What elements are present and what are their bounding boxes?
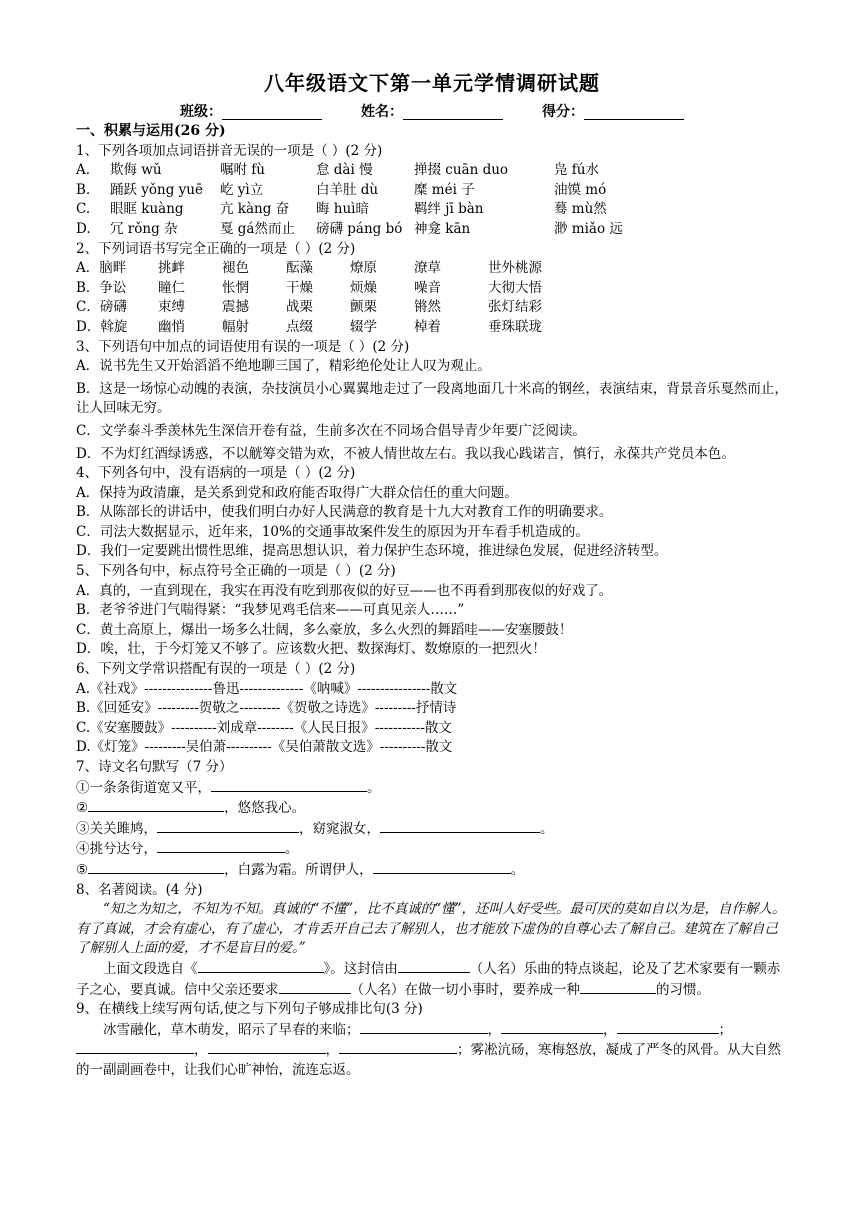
option-cell: 幽悄 (158, 318, 185, 335)
option-text: C．黄土高原上，爆出一场多么壮阔，多么豪放，多么火烈的舞蹈哇——安塞腰鼓！ (76, 621, 573, 638)
answer-blank[interactable] (88, 860, 224, 874)
option-cell: 燎原 (350, 260, 377, 277)
class-label: 班级： (180, 104, 222, 120)
option-cell: 噪音 (414, 279, 441, 296)
answer-blank[interactable] (398, 959, 470, 973)
option-text: D．唉，壮，于今灯笼又不够了。应该数火把、数探海灯、数燎原的一把烈火！ (76, 641, 546, 658)
option-cell: 垂珠联珑 (488, 318, 542, 335)
answer-blank[interactable] (88, 798, 224, 812)
option-cell: 磅礴 páng bó (316, 220, 403, 237)
option-label: A. (76, 162, 91, 179)
option-cell: 酝藻 (286, 260, 313, 277)
option-text: D.《灯笼》---------吴伯萧----------《吴伯萧散文选》----------散文 (76, 739, 453, 756)
option-label: B. (76, 181, 91, 198)
option-row (76, 200, 788, 220)
option-text: A．说书先生又开始滔滔不绝地聊三国了，精彩绝伦处让人叹为观止。 (76, 358, 491, 375)
option-label: D. (76, 220, 91, 237)
option-row (76, 318, 788, 338)
option-cell: 幅射 (222, 318, 249, 335)
option-text: B．从陈部长的讲话中，使我们明白办好人民满意的教育是十九大对教育工作的明确要求。 (76, 504, 613, 521)
option-cell: 烦燥 (350, 279, 377, 296)
reading-question: 上面文段选自《 》。这封信由 （人名）乐曲的特点谈起，论及了艺术家要有一颗赤子之心，要真诚。信中父亲还要求 （人名）在做一切小事时，要养成一种 的习惯。 (76, 960, 781, 998)
option-row (76, 279, 788, 299)
score-field[interactable] (584, 105, 684, 120)
fill-line: ⑤ ，白露为霜。所谓伊人， 。 (76, 861, 525, 878)
answer-blank[interactable] (380, 819, 540, 833)
option-text: A．保持为政清廉，是关系到党和政府能否取得广大群众信任的重大问题。 (76, 484, 518, 501)
option-cell: D．斡旋 (76, 318, 128, 335)
option-text: C.《安塞腰鼓》----------刘成章--------《人民日报》-----------散文 (76, 719, 452, 736)
reading-quote: “知之为知之，不知为不知。真诚的“不懂”，比不真诚的“懂”，还叫人好受些。最可厌的莫如自以为是，自作解人。有了真诚，才会有虚心，有了虚心，才肯丢开自己去了解别人，也才能放下虚伪的自尊心去了解自己。建筑在了解自己了解别人上面的爱，才不是盲目的爱。” (76, 901, 786, 957)
option-cell: C．磅礴 (76, 299, 127, 316)
answer-blank[interactable] (373, 860, 511, 874)
answer-blank[interactable] (211, 778, 367, 792)
option-cell: 怠 dài 慢 (316, 162, 373, 179)
option-text: A.《社戏》---------------鲁迅--------------《呐喊》----------------散文 (76, 680, 458, 697)
option-cell: 棹着 (414, 318, 441, 335)
fill-line: ③关关雎鸠， ，窈窕淑女， 。 (76, 820, 554, 837)
option-text: D．我们一定要跳出惯性思维，提高思想认识，着力保护生态环境，推进绿色发展，促进经济转型。 (76, 543, 668, 560)
option-cell: 潦草 (414, 260, 441, 277)
page-title: 八年级语文下第一单元学情调研试题 (264, 71, 600, 95)
option-cell: A．脑畔 (76, 260, 127, 277)
question-stem: 4、下列各句中，没有语病的一项是（ ）(2 分) (76, 465, 356, 482)
option-cell: 束缚 (158, 299, 185, 316)
option-cell: 张灯结彩 (488, 299, 542, 316)
section-heading: 一、积累与运用(26 分) (76, 123, 226, 139)
option-cell: 油馍 mó (554, 181, 607, 198)
option-cell: 辍学 (350, 318, 377, 335)
answer-blank[interactable] (617, 1020, 719, 1034)
option-row (76, 259, 788, 279)
score-label: 得分： (542, 104, 584, 120)
option-text: C．文学泰斗季羡林先生深信开卷有益，生前多次在不同场合倡导青少年要广泛阅读。 (76, 422, 586, 439)
answer-blank[interactable] (501, 1020, 603, 1034)
exam-page (76, 70, 788, 1081)
option-cell: 渺 miǎo 远 (554, 220, 623, 237)
option-cell: 战栗 (286, 299, 313, 316)
option-cell: 干燥 (286, 279, 313, 296)
option-cell: 震撼 (222, 299, 249, 316)
option-cell: 羁绊 jī bàn (414, 201, 484, 218)
option-text: D．不为灯红酒绿诱惑，不以觥筹交错为欢，不被人情世故左右。我以我心践诺言，慎行，永葆共产党员本色。 (76, 445, 735, 462)
option-cell: 冗 rǒng 杂 (110, 220, 178, 237)
question-stem: 7、诗文名句默写（7 分） (76, 759, 233, 775)
question-stem: 8、名著阅读。(4 分) (76, 881, 203, 898)
answer-blank[interactable] (157, 839, 285, 853)
option-cell: 点缀 (286, 318, 313, 335)
fill-line: ② ，悠悠我心。 (76, 800, 306, 817)
fill-line: ④挑兮达兮， 。 (76, 841, 299, 858)
answer-blank[interactable] (339, 1040, 457, 1054)
option-cell: 神龛 kān (414, 220, 471, 237)
name-field[interactable] (403, 105, 503, 120)
option-cell: 戛 gá然而止 (220, 220, 295, 237)
option-cell: 踊跃 yǒng yuē (110, 181, 203, 198)
option-cell: 凫 fú水 (554, 162, 599, 179)
name-label: 姓名： (361, 104, 403, 120)
option-cell: 亢 kàng 奋 (220, 201, 290, 218)
answer-blank[interactable] (76, 1040, 194, 1054)
fill-line: ①一条条街道宽又平， 。 (76, 779, 381, 796)
answer-blank[interactable] (208, 1040, 326, 1054)
option-cell: 白羊肚 dù (316, 181, 379, 198)
option-row (76, 181, 788, 201)
option-label: C. (76, 201, 91, 218)
option-cell: 屹 yì立 (220, 181, 264, 198)
answer-blank[interactable] (157, 819, 299, 833)
option-cell: 欺侮 wǔ (110, 162, 162, 179)
answer-blank[interactable] (279, 980, 351, 994)
question-stem: 2、下列词语书写完全正确的一项是（ ）(2 分) (76, 240, 356, 257)
option-cell: 蓦 mù然 (554, 201, 607, 218)
option-cell: 糜 méi 子 (414, 181, 475, 198)
option-cell: 颤栗 (350, 299, 377, 316)
option-cell: 瞳仁 (158, 279, 185, 296)
option-cell: 锵然 (414, 299, 441, 316)
option-text: B.《回延安》---------贺敬之---------《贺敬之诗选》---------抒情诗 (76, 700, 457, 717)
option-row (76, 161, 788, 181)
question-stem: 6、下列文学常识搭配有误的一项是（ ）(2 分) (76, 661, 356, 678)
option-text: A．真的，一直到现在，我实在再没有吃到那夜似的好豆——也不再看到那夜似的好戏了。 (76, 582, 613, 599)
option-cell: 眼眶 kuàng (110, 201, 184, 218)
class-field[interactable] (222, 105, 322, 120)
option-row (76, 298, 788, 318)
option-cell: 褪色 (222, 260, 249, 277)
option-cell: 世外桃源 (488, 260, 542, 277)
option-text: C．司法大数据显示，近年来，10%的交通事故案件发生的原因为开车看手机造成的。 (76, 523, 589, 540)
option-cell: 怅惘 (222, 279, 249, 296)
fill-paragraph: 冰雪融化，草木萌发，昭示了早春的来临； ， ， ；， ， ；雾凇沆砀，寒梅怒放，凝成了严冬的风骨。从大自然的一副副画卷中，让我们心旷神怡，流连忘返。 (76, 1021, 781, 1078)
option-text: B．老爷爷进门气喘得紧：“我梦见鸡毛信来——可真见亲人……” (76, 602, 465, 619)
question-stem: 9、在横线上续写两句话,使之与下列句子够成排比句(3 分) (76, 1001, 423, 1018)
student-info (76, 102, 788, 122)
option-cell: 挑衅 (158, 260, 185, 277)
question-stem: 3、下列语句中加点的词语使用有误的一项是（ ）(2 分) (76, 338, 410, 355)
option-cell: B．争讼 (76, 279, 127, 296)
option-cell: 掸掇 cuān duo (414, 162, 509, 179)
option-cell: 嘱咐 fù (220, 162, 265, 179)
option-row (76, 220, 788, 240)
answer-blank[interactable] (580, 980, 656, 994)
question-stem: 1、下列各项加点词语拼音无误的一项是（ ）(2 分) (76, 142, 383, 159)
option-cell: 晦 huì暗 (316, 201, 369, 218)
option-cell: 大彻大悟 (488, 279, 542, 296)
answer-blank[interactable] (198, 959, 324, 973)
option-text: B．这是一场惊心动魄的表演，杂技演员小心翼翼地走过了一段离地面几十米高的钢丝，表演结束，背景音乐戛然而止，让人回味无穷。 (76, 380, 788, 417)
answer-blank[interactable] (360, 1020, 488, 1034)
question-stem: 5、下列各句中，标点符号全正确的一项是（ ）(2 分) (76, 563, 396, 580)
